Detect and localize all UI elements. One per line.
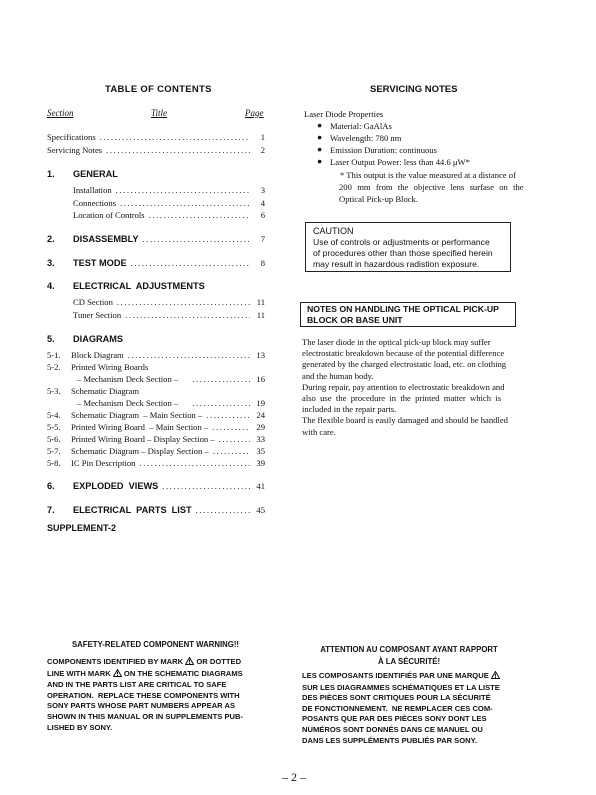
leader-dots (212, 422, 250, 432)
toc-label: Schematic Diagram (71, 386, 140, 396)
toc-label: IC Pin Description (71, 458, 136, 468)
paragraph-line: also use the procedure in the printed matter which is (302, 393, 502, 404)
toc-label: Location of Controls (73, 210, 145, 220)
toc-label: Printed Wiring Board – Display Section – (71, 434, 215, 444)
section-number: 3. (47, 258, 55, 268)
bullet-emission: Emission Duration: continuous (330, 145, 437, 155)
toc-page: 2 (260, 145, 265, 155)
warning-en-body (47, 657, 272, 733)
warning-line (47, 657, 272, 669)
toc-row-pwb-mech-deck[interactable] (77, 372, 265, 384)
warning-line: DANS LES SUPPLÉMENTS PUBLIÉS PAR SONY. (302, 735, 477, 745)
triangle-warning-icon (185, 657, 194, 669)
warning-fr-body (302, 671, 522, 746)
warning-line: SUR LES DIAGRAMMES SCHÉMATIQUES ET LA LISTE (302, 682, 500, 692)
section-title: DISASSEMBLY (73, 234, 139, 244)
toc-page: 3 (260, 185, 265, 195)
handling-notes-box (300, 302, 516, 327)
leader-dots (162, 481, 250, 491)
toc-page: 41 (256, 481, 265, 491)
warning-line: DES PIÈCES SONT CRITIQUES POUR LA SÉCURITÉ (302, 693, 491, 703)
leader-dots (128, 350, 250, 360)
handling-notes-line: BLOCK OR BASE UNIT (307, 315, 403, 325)
warning-line: AND IN THE PARTS LIST ARE CRITICAL TO SAFE (47, 680, 227, 690)
laser-properties-title: Laser Diode Properties (304, 109, 384, 119)
paragraph-line: with care. (302, 426, 336, 437)
warning-fr-title-2: À LA SÉCURITÉ! (377, 657, 441, 666)
toc-label: Installation (73, 185, 112, 195)
toc-section-general[interactable] (47, 167, 265, 179)
bullet-icon: ● (317, 132, 323, 142)
toc-label: CD Section (73, 297, 113, 307)
toc-page: 24 (256, 410, 265, 420)
toc-page: 35 (256, 446, 265, 456)
handling-notes-line: NOTES ON HANDLING THE OPTICAL PICK-UP (307, 304, 499, 314)
toc-row-sch-display[interactable] (47, 444, 265, 456)
warning-line: NUMÉROS SONT DONNÉS DANS CE MANUEL OU (302, 724, 483, 734)
section-title: ELECTRICAL PARTS LIST (73, 505, 192, 515)
toc-page: 7 (260, 234, 265, 244)
leader-dots (149, 210, 250, 220)
toc-row-servicing-notes[interactable] (47, 143, 265, 155)
toc-section-disassembly[interactable] (47, 232, 265, 244)
section-number: 6. (47, 481, 55, 491)
warning-line (47, 669, 272, 681)
section-number: 4. (47, 281, 55, 291)
toc-row-ic-pin-description[interactable] (47, 456, 265, 468)
toc-page: 45 (256, 505, 265, 515)
item-number: 5-6. (47, 434, 61, 444)
paragraph-line: and the human body. (302, 370, 374, 381)
toc-page: 39 (256, 458, 265, 468)
section-title: EXPLODED VIEWS (73, 481, 159, 491)
toc-page: 11 (256, 310, 265, 320)
leader-dots (192, 398, 250, 408)
section-number: 7. (47, 505, 55, 515)
bullet-icon: ● (317, 144, 323, 154)
footnote-line: Optical Pick-up Block. (339, 194, 419, 204)
leader-dots (125, 310, 250, 320)
triangle-warning-icon (113, 669, 122, 681)
toc-row-printed-wiring-boards[interactable] (47, 360, 265, 372)
paragraph-line: The flexible board is easily damaged and should be handled (302, 415, 508, 426)
footnote-line: 200 mm from the objective lens surfase on the (339, 182, 524, 192)
warning-text: COMPONENTS IDENTIFIED BY MARK (47, 657, 186, 666)
toc-row-block-diagram[interactable] (47, 348, 265, 360)
toc-section-diagrams[interactable] (47, 332, 265, 344)
toc-row-location-of-controls[interactable] (73, 208, 265, 220)
warning-line (302, 671, 522, 683)
toc-row-pwb-display[interactable] (47, 432, 265, 444)
warning-text: OR DOTTED (194, 657, 242, 666)
toc-section-exploded-views[interactable] (47, 479, 265, 491)
toc-label: Schematic Diagram – Display Section – (71, 446, 209, 456)
supplement-label: SUPPLEMENT-2 (47, 523, 117, 533)
leader-dots (192, 374, 250, 384)
warning-line: POSANTS QUE PAR DES PIÈCES SONY DONT LES (302, 714, 487, 724)
paragraph-line: generated by the charged electrostatic load, etc. on clothing (302, 359, 507, 370)
section-title: GENERAL (73, 169, 118, 179)
item-number: 5-8. (47, 458, 61, 468)
leader-dots (116, 185, 250, 195)
bullet-icon: ● (317, 156, 323, 166)
section-number: 5. (47, 334, 55, 344)
leader-dots (143, 234, 250, 244)
servicing-notes-heading: SERVICING NOTES (370, 84, 458, 95)
toc-label: Printed Wiring Board – Main Section – (71, 422, 209, 432)
toc-label: Block Diagram (71, 350, 124, 360)
toc-section-test-mode[interactable] (47, 256, 265, 268)
warning-line: DE FONCTIONNEMENT. NE REMPLACER CES COM- (302, 703, 493, 713)
warning-line: OPERATION. REPLACE THESE COMPONENTS WITH (47, 690, 240, 700)
toc-row-specifications[interactable] (47, 130, 265, 142)
section-title: TEST MODE (73, 258, 127, 268)
paragraph-line: electrostatic breakdown because of the potential difference (302, 348, 505, 359)
toc-row-installation[interactable] (73, 183, 265, 195)
warning-text: ON THE SCHEMATIC DIAGRAMS (121, 668, 243, 678)
bullet-icon: ● (317, 120, 323, 130)
col-section-header: Section (47, 108, 74, 118)
item-number: 5-5. (47, 422, 61, 432)
toc-label: Servicing Notes (47, 145, 103, 155)
section-number: 1. (47, 169, 55, 179)
warning-line: SONY PARTS WHOSE PART NUMBERS APPEAR AS (47, 701, 236, 711)
toc-page: 13 (256, 350, 265, 360)
toc-label: Schematic Diagram – Main Section – (71, 410, 203, 420)
toc-row-tuner-section[interactable] (73, 308, 265, 320)
section-number: 2. (47, 234, 55, 244)
warning-fr-title-1: ATTENTION AU COMPOSANT AYANT RAPPORT (320, 645, 498, 654)
toc-page: 8 (260, 258, 265, 268)
warning-text: LINE WITH MARK (47, 668, 113, 678)
paragraph-line: During repair, pay attention to electrostatic breakdown and (302, 381, 505, 392)
caution-line: of procedures other than those specified herein (313, 248, 493, 258)
toc-label: – Mechanism Deck Section – (77, 374, 179, 384)
leader-dots (139, 458, 250, 468)
section-title: ELECTRICAL ADJUSTMENTS (73, 281, 205, 291)
bullet-output-power: Laser Output Power: less than 44.6 μW* (330, 157, 470, 167)
toc-label: Printed Wiring Boards (71, 362, 149, 372)
warning-line: SHOWN IN THIS MANUAL OR IN SUPPLEMENTS PUB- (47, 711, 244, 721)
toc-heading: TABLE OF CONTENTS (105, 84, 212, 95)
toc-row-sch-mech-deck[interactable] (77, 396, 265, 408)
toc-row-pwb-main[interactable] (47, 420, 265, 432)
item-number: 5-7. (47, 446, 61, 456)
paragraph-line: The laser diode in the optical pick-up block may suffer (302, 337, 491, 347)
item-number: 5-1. (47, 350, 61, 360)
toc-page: 19 (256, 398, 265, 408)
toc-page: 11 (256, 297, 265, 307)
item-number: 5-3. (47, 386, 61, 396)
toc-page: 29 (256, 422, 265, 432)
toc-label: Connections (73, 198, 116, 208)
warning-text: LES COMPOSANTS IDENTIFIÉS PAR UNE MARQUE (302, 671, 491, 680)
toc-row-schematic-diagram[interactable] (47, 384, 265, 396)
leader-dots (100, 132, 250, 142)
caution-box (305, 222, 511, 272)
toc-row-sch-main[interactable] (47, 408, 265, 420)
toc-label: Tuner Section (73, 310, 122, 320)
bullet-wavelength: Wavelength: 780 nm (330, 133, 402, 143)
leader-dots (196, 505, 250, 515)
leader-dots (213, 446, 250, 456)
caution-title: CAUTION (313, 226, 354, 236)
toc-page: 1 (260, 132, 265, 142)
caution-line: may result in hazardous radistion exposure. (313, 259, 480, 269)
bullet-material: Material: GaAlAs (330, 121, 392, 131)
toc-row-connections[interactable] (73, 196, 265, 208)
handling-paragraph (302, 337, 520, 438)
leader-dots (106, 145, 250, 155)
toc-page: 4 (260, 198, 265, 208)
caution-line: Use of controls or adjustments or performance (313, 237, 490, 247)
section-title: DIAGRAMS (73, 334, 124, 344)
item-number: 5-4. (47, 410, 61, 420)
leader-dots (206, 410, 250, 420)
leader-dots (120, 198, 250, 208)
toc-row-cd-section[interactable] (73, 295, 265, 307)
col-page-header: Page (245, 108, 264, 118)
toc-section-electrical-adjustments[interactable] (47, 279, 265, 291)
toc-page: 33 (256, 434, 265, 444)
toc-page: 6 (260, 210, 265, 220)
paragraph-line: included in the repair parts. (302, 404, 397, 415)
toc-label: Specifications (47, 132, 96, 142)
toc-section-electrical-parts-list[interactable] (47, 503, 265, 515)
leader-dots (219, 434, 250, 444)
toc-label: – Mechanism Deck Section – (77, 398, 179, 408)
footnote-line: * This output is the value measured at a distance of (340, 170, 516, 180)
item-number: 5-2. (47, 362, 61, 372)
col-title-header: Title (151, 108, 168, 118)
leader-dots (117, 297, 250, 307)
warning-line: LISHED BY SONY. (47, 722, 113, 732)
page-number: – 2 – (282, 770, 306, 784)
warning-en-title: SAFETY-RELATED COMPONENT WARNING!! (71, 640, 240, 649)
leader-dots (131, 258, 250, 268)
triangle-warning-icon (491, 671, 500, 683)
toc-page: 16 (256, 374, 265, 384)
